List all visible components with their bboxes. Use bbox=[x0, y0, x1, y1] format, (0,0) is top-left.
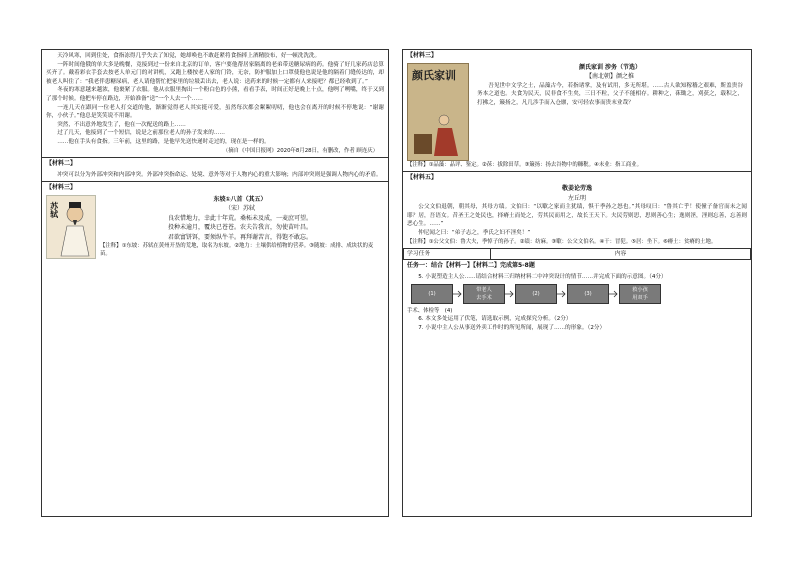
arrow-right-icon bbox=[609, 290, 619, 298]
flow-box-label: (2) bbox=[532, 291, 540, 298]
m5-title: 敬姜论劳逸 bbox=[561, 185, 592, 193]
question-7: 7. 小说中主人公从事送外卖工作时的所见所闻，展现了……的形象。（2分） bbox=[418, 324, 606, 331]
answer-blank: (4) bbox=[444, 308, 453, 315]
m2-para-5: 突然，不出意外地发生了，他在一次配送的路上…… bbox=[57, 121, 186, 128]
m2-source: （摘自《中国日报网》2020年8月28日，有删改，作者 顾连庆） bbox=[222, 147, 378, 154]
question-5: 5. 小说塑造主人公……请结合材料三归纳材料二中冲突设计的情节……并完成下面的示意图。（4分） bbox=[418, 273, 667, 280]
arrow-right-icon bbox=[453, 290, 463, 298]
flow-box-label: 救小孩 用双手 bbox=[632, 286, 648, 302]
portrait-label: 苏轼 bbox=[49, 201, 59, 218]
flow-diagram bbox=[411, 284, 743, 304]
question-6: 6. 本文多处运用了伏笔，请选取示例，完成探究分析。（2分） bbox=[418, 316, 572, 323]
right-column bbox=[402, 49, 752, 517]
book-caption: 颜氏家训 涉务（节选） bbox=[578, 63, 642, 71]
poem-note: 【注释】①东坡：苏轼在黄州开垦的荒地，取名为东坡。②地力：土壤供给植物的营养。③随坡：成排、成块状的麦苗。 bbox=[100, 243, 374, 258]
m2-para-6: 过了几天，他接到了一个短信，说是之前那位老人的孙子发来的…… bbox=[57, 130, 226, 137]
reading-figure-icon bbox=[408, 64, 468, 160]
poem-author: （宋）苏轼 bbox=[224, 205, 255, 213]
task-title: 任务一：结合【材料一】【材料二】完成第5-8题 bbox=[407, 262, 535, 270]
flow-box bbox=[411, 284, 453, 304]
task-table bbox=[403, 248, 751, 261]
material-label: 【材料五】 bbox=[407, 173, 438, 181]
book-cover-image bbox=[407, 63, 469, 161]
material-label: 【材料二】 bbox=[46, 160, 77, 168]
m2-para-2: 一阵时间他俄的单大多是晚餐，竟接到过一份来自北京的订单，客户要他帮居家隔离的老弟带送糖尿病的药。他骑了好几家药店总算买齐了。戴着彩衣手套去按老人单元门的对讲机，又跑上楼按老人家的门铃，无奈，防护服加上口罩使他也说是他的隔着门缝传达的，却被老人叫住了：“我老伴患糖尿病，老人请他帮忙把家里的垃圾丢出去，老人说：送药来的时候一定都有人来接吧？都已经收到了。” bbox=[46, 61, 384, 85]
m2-last: ……他在手头有食指。三年前，这里的路，是他早先送快递时走过的，现在是一样的。 bbox=[57, 138, 270, 145]
book-cover-text: 颜氏家训 bbox=[412, 68, 456, 82]
flow-box-label: 带老人 去手术 bbox=[476, 286, 492, 302]
flow-box bbox=[463, 284, 505, 304]
flow-box bbox=[567, 284, 609, 304]
left-column bbox=[41, 49, 389, 517]
m5-note: 【注释】①公父文伯：鲁大夫，季悼子的孙子。②绩：纺麻。③歜：公父文伯名。④干：冒犯。⑤居：坐下。⑥瘠土：贫瘠的土地。 bbox=[407, 238, 717, 245]
divider bbox=[42, 181, 388, 182]
material-text: 冲突可以分为外部冲突和内部冲突。外部冲突指命运、处境、意外等对于人物内心的重大影响；内部冲突则是强调人物内心的矛盾。 bbox=[57, 171, 382, 178]
book-note: 【注释】①品藻：品评、鉴定。②茠：拔除田草。③簸扬：扬去谷物中的糠秕。④未业：指工商业。 bbox=[407, 161, 642, 168]
arrow-right-icon bbox=[557, 290, 567, 298]
material-label: 【材料三】 bbox=[46, 184, 77, 192]
poem-title: 东坡①八首（其五） bbox=[213, 195, 267, 203]
answer-line bbox=[407, 307, 747, 315]
flow-box-label: (1) bbox=[428, 291, 436, 298]
flow-box-label: (3) bbox=[584, 291, 592, 298]
m5-author: 左丘明 bbox=[567, 194, 586, 202]
material-label: 【材料三】 bbox=[407, 52, 438, 59]
book-author: 【南北朝】颜之推 bbox=[585, 73, 634, 81]
m5-para: 仲尼闻之曰：“弟子志之，季氏之妇不淫矣！” bbox=[418, 229, 531, 236]
m2-para-1: 天冷风寒，回到住处，食指冻得几乎失去了知觉，她却唤也不敢赶紧将食指摔上酒精胶布，好一顿洗洗洗。 bbox=[57, 53, 321, 59]
m5-para: 公父文伯退朝，朝其母，其母方绩。文伯曰：“以歜之家而主犹绩，惧干季孙之怒也。”其母叹曰：“鲁其亡乎！使僮子备官而未之闻耶？居，吾语女。昔圣王之处民也，择瘠土而处之，劳其民而用之，故长王天下。夫民劳则思，思则善心生；逸则淫，淫则忘善，忘善则恶心生。……” bbox=[407, 204, 747, 228]
divider bbox=[403, 171, 751, 172]
arrow-right-icon bbox=[505, 290, 515, 298]
m2-para-3: 冬夜的寒意越来越浓，他裹紧了衣服。他从衣服里掏出一个粉白色的小熊，看看手表，时间正好是晚上十点，他咧了咧嘴，终于又到了那个时候。他把车停在路边，开始准备“送”一个人去一个…… bbox=[46, 87, 384, 102]
m2-para-4: 一连几天在跟同一位老人打交道的他，渐渐觉得老人其实挺可爱，虽然每次都会絮絮叨叨，他也会在离开的时候不停地说：“谢谢你，小伙子。”他总是笑笑说不用谢。 bbox=[46, 104, 384, 120]
poem-line: 君欲富饼饵，要须纵牛羊。再拜谢苦言，得饱不敢忘。 bbox=[167, 233, 312, 241]
task-col-header: 学习任务 bbox=[404, 248, 491, 260]
book-para: 吾见世中文学之士，品藻古今，若指诸掌，及有试用，多无所堪。……古人欲知稼穑之艰难，斯盖贵谷务本之道也。夫食为民天，民非食不生矣，三日不粒，父子不能相存。耕种之，茠锄之，刈获之，载积之，打拂之，簸扬之，凡几涉手而入仓廪，安可轻农事而贵末业哉？ bbox=[477, 82, 743, 106]
flow-box bbox=[619, 284, 661, 304]
flow-box bbox=[515, 284, 557, 304]
poem-line: 良农惜地力，幸此十年荒。桑柘未及成，一麦庶可望。 bbox=[167, 214, 312, 222]
divider bbox=[42, 157, 388, 158]
portrait-image bbox=[46, 195, 96, 259]
poem-line: 投种未逾月，覆块已苍苍。农夫告我言，勿使苗叶昌。 bbox=[167, 224, 312, 232]
answer-label: 手术、体检等 bbox=[407, 308, 440, 315]
task-col-header: 内容 bbox=[491, 248, 751, 260]
